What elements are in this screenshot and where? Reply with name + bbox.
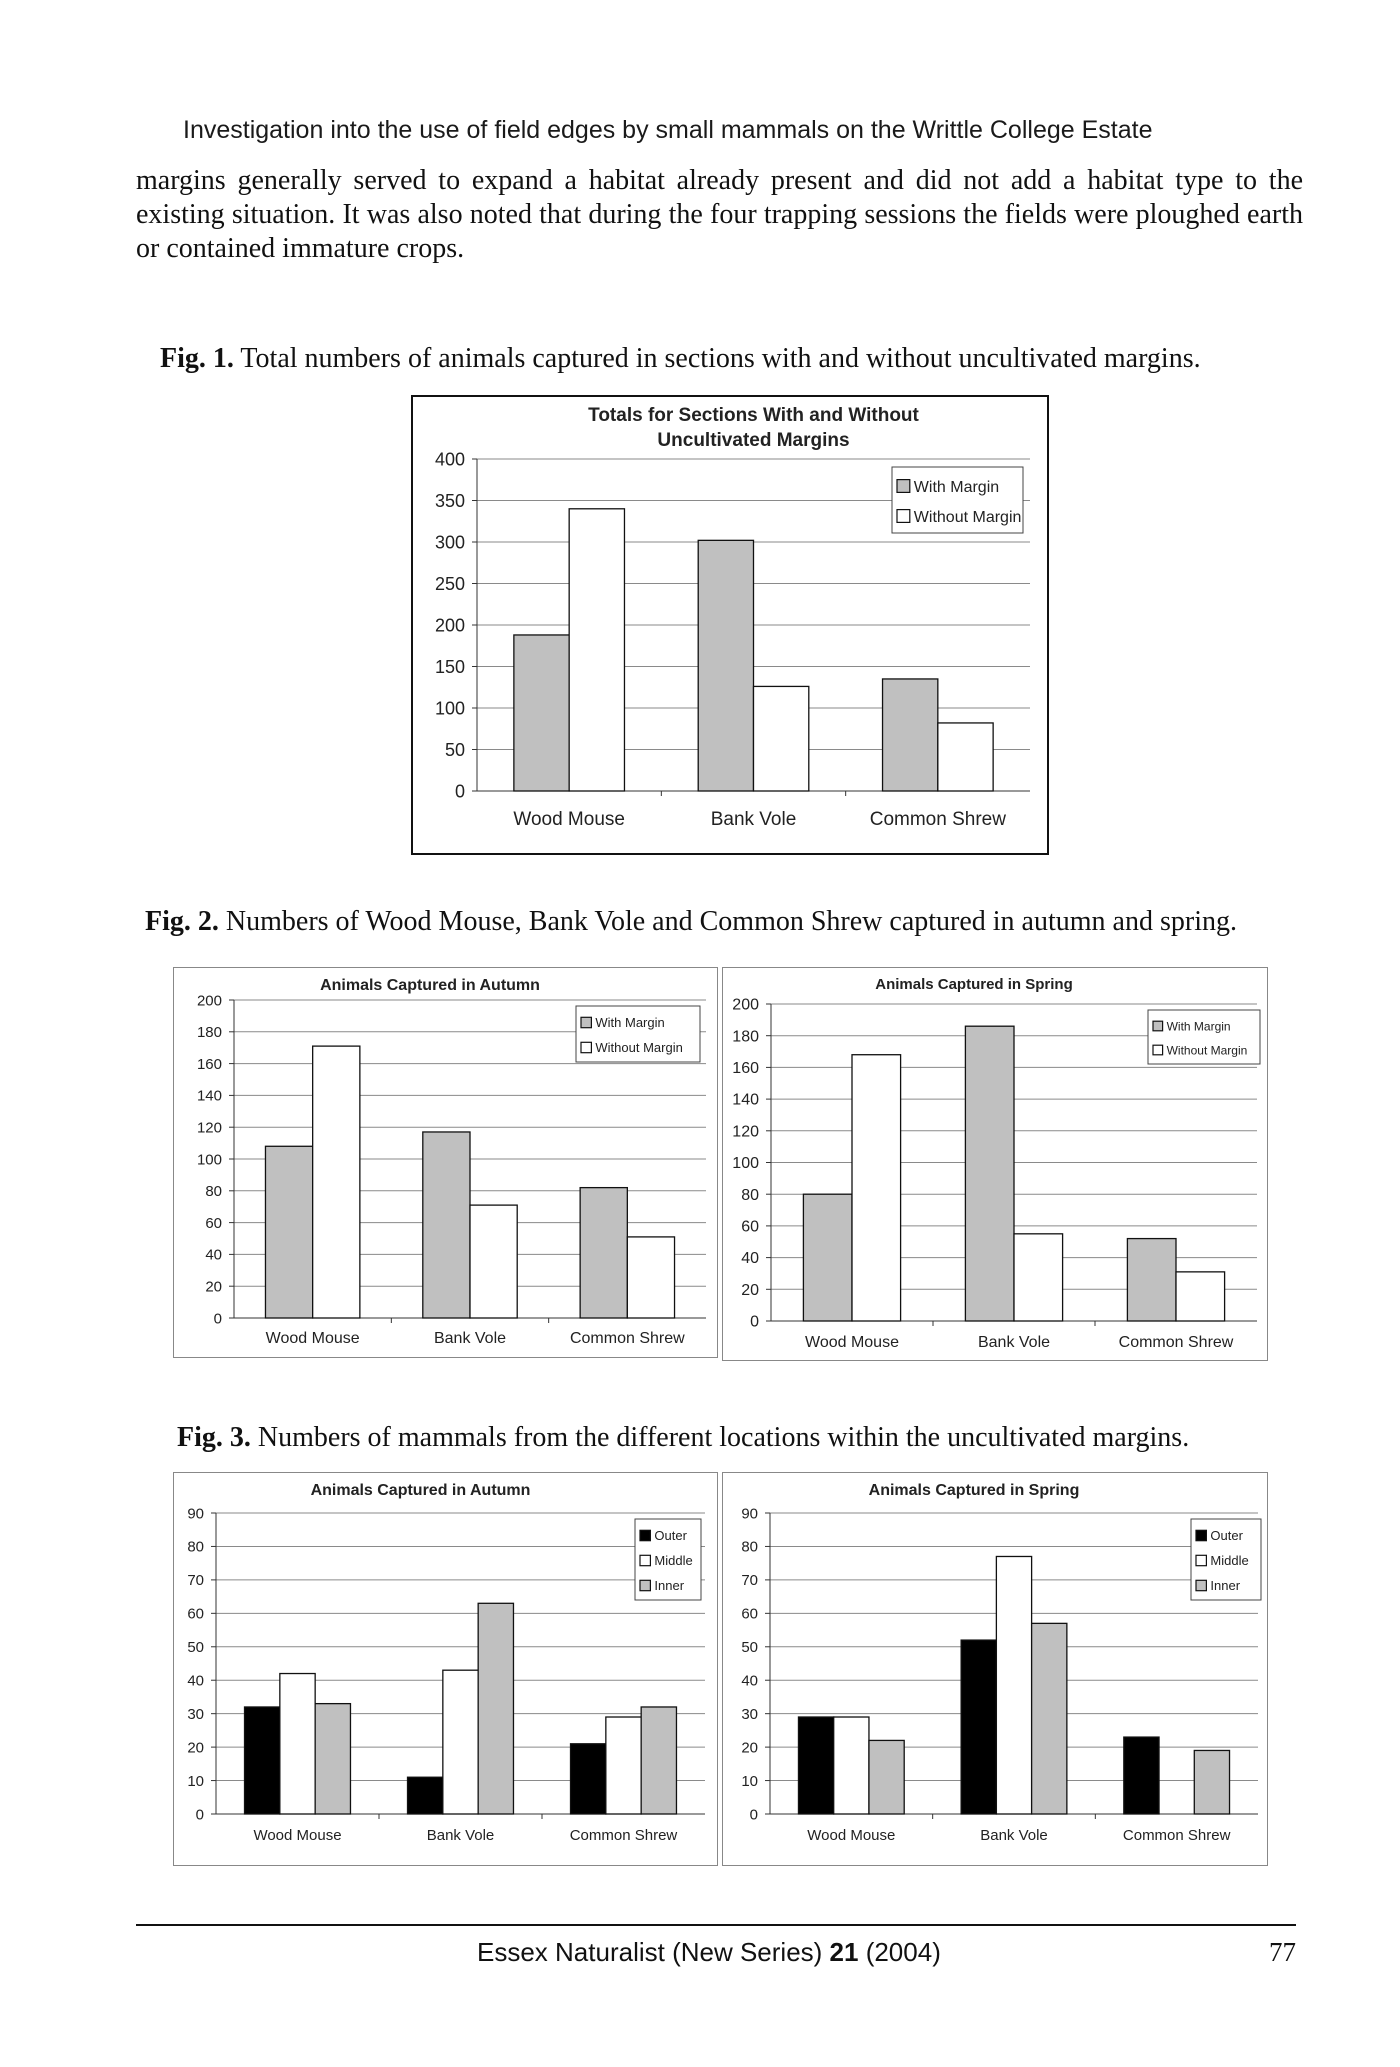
y-tick-label: 60: [741, 1218, 759, 1236]
y-tick-label: 160: [732, 1060, 759, 1077]
y-tick-label: 180: [732, 1028, 759, 1046]
figure-3-text: Numbers of mammals from the different locations within the uncultivated margins.: [257, 1422, 1190, 1453]
legend-swatch-without-margin: [897, 510, 910, 523]
legend-swatch-with-margin: [897, 480, 910, 493]
footer-journal: Essex Naturalist (New Series): [477, 1937, 830, 1967]
bar-with-margin-bank-vole: [423, 1132, 470, 1318]
y-tick-label: 120: [732, 1123, 759, 1141]
y-tick-label: 0: [195, 1806, 204, 1824]
bar-middle-bank-vole: [996, 1556, 1031, 1814]
figure-2-label: Fig. 2.: [145, 906, 219, 937]
bar-without-margin-wood-mouse: [852, 1055, 901, 1321]
y-tick-label: 250: [434, 573, 465, 594]
figure-3-spring-chart: [722, 1472, 1268, 1866]
legend-swatch-outer: [640, 1530, 650, 1540]
bar-without-margin-bank-vole: [470, 1205, 517, 1318]
y-tick-label: 400: [434, 449, 465, 470]
bar-without-margin-wood-mouse: [313, 1046, 360, 1318]
legend-label-middle: Middle: [654, 1553, 693, 1569]
x-category-label: Common Shrew: [569, 1330, 685, 1347]
bar-without-margin-wood-mouse: [569, 509, 624, 791]
y-tick-label: 40: [187, 1672, 204, 1690]
legend-swatch-without-margin: [581, 1042, 591, 1052]
y-tick-label: 30: [741, 1705, 758, 1723]
legend-swatch-inner: [640, 1580, 650, 1590]
y-tick-label: 40: [741, 1672, 758, 1690]
chart-title: Animals Captured in Spring: [875, 976, 1073, 993]
bar-with-margin-common-shrew: [580, 1188, 627, 1318]
figure-2-spring-chart: [722, 967, 1268, 1361]
chart-title: Animals Captured in Spring: [868, 1482, 1080, 1499]
x-category-label: Wood Mouse: [513, 809, 625, 830]
y-tick-label: 10: [741, 1772, 758, 1790]
x-category-label: Wood Mouse: [805, 1334, 899, 1351]
x-category-label: Common Shrew: [1122, 1827, 1231, 1844]
y-tick-label: 20: [741, 1281, 759, 1299]
footer-citation: [477, 1937, 941, 1968]
chart-title: Animals Captured in Autumn: [320, 977, 540, 994]
y-tick-label: 30: [187, 1705, 204, 1723]
bar-with-margin-wood-mouse: [514, 635, 569, 791]
legend-label-inner: Inner: [654, 1578, 685, 1594]
bar-inner-bank-vole: [1032, 1623, 1067, 1814]
y-tick-label: 50: [187, 1639, 204, 1657]
legend-label-outer: Outer: [1210, 1528, 1243, 1544]
bar-with-margin-bank-vole: [965, 1026, 1014, 1321]
bar-outer-wood-mouse: [798, 1717, 833, 1814]
bar-without-margin-common-shrew: [627, 1237, 674, 1318]
y-tick-label: 120: [196, 1119, 222, 1137]
y-tick-label: 20: [741, 1739, 758, 1757]
bar-with-margin-common-shrew: [1127, 1239, 1176, 1321]
y-tick-label: 60: [205, 1214, 222, 1232]
footer-volume: 21: [829, 1937, 859, 1967]
figure-1-chart: [411, 395, 1049, 855]
legend-label-with-margin: With Margin: [1166, 1019, 1231, 1034]
figure-1-caption: [160, 343, 1201, 375]
x-category-label: Bank Vole: [977, 1334, 1051, 1351]
legend-label-middle: Middle: [1210, 1553, 1249, 1569]
y-tick-label: 350: [434, 490, 465, 511]
legend-swatch-with-margin: [1153, 1021, 1163, 1031]
bar-with-margin-common-shrew: [883, 679, 938, 791]
figure-2-caption: [145, 906, 1237, 938]
y-tick-label: 80: [187, 1538, 204, 1556]
legend-swatch-middle: [1196, 1555, 1206, 1565]
y-tick-label: 100: [434, 698, 465, 719]
legend-label-without-margin: Without Margin: [1166, 1043, 1248, 1058]
y-tick-label: 40: [205, 1246, 222, 1264]
chart-spring-location: [723, 1473, 1267, 1865]
y-tick-label: 60: [187, 1605, 204, 1623]
bar-with-margin-wood-mouse: [803, 1194, 852, 1321]
y-tick-label: 20: [205, 1278, 222, 1296]
chart-title: Animals Captured in Autumn: [310, 1482, 531, 1499]
x-category-label: Bank Vole: [980, 1827, 1048, 1844]
x-category-label: Wood Mouse: [253, 1827, 342, 1844]
chart-title: Uncultivated Margins: [657, 430, 850, 451]
y-tick-label: 160: [196, 1055, 222, 1073]
bar-without-margin-bank-vole: [754, 686, 809, 791]
x-category-label: Wood Mouse: [265, 1330, 360, 1347]
figure-3-autumn-chart: [173, 1472, 718, 1866]
x-category-label: Bank Vole: [710, 809, 797, 830]
y-tick-label: 0: [749, 1806, 758, 1824]
legend-label-with-margin: With Margin: [913, 478, 1000, 496]
y-tick-label: 70: [187, 1572, 204, 1590]
y-tick-label: 100: [732, 1155, 759, 1173]
y-tick-label: 80: [741, 1186, 759, 1204]
legend-label-with-margin: With Margin: [595, 1015, 665, 1031]
page-number: 77: [1269, 1937, 1296, 1967]
x-category-label: Common Shrew: [869, 809, 1006, 830]
x-category-label: Common Shrew: [1118, 1334, 1234, 1351]
chart-title: Totals for Sections With and Without: [588, 405, 919, 426]
bar-inner-wood-mouse: [315, 1704, 350, 1814]
figure-2-autumn-chart: [173, 967, 718, 1358]
x-category-label: Wood Mouse: [807, 1827, 896, 1844]
bar-with-margin-bank-vole: [698, 540, 753, 791]
figure-1-label: Fig. 1.: [160, 343, 234, 374]
y-tick-label: 80: [741, 1538, 758, 1556]
chart-spring-margin: [723, 968, 1267, 1360]
bar-inner-bank-vole: [478, 1603, 513, 1814]
y-tick-label: 10: [187, 1772, 204, 1790]
chart-autumn-location: [174, 1473, 717, 1865]
y-tick-label: 200: [196, 992, 222, 1010]
x-category-label: Bank Vole: [433, 1330, 507, 1347]
y-tick-label: 40: [741, 1250, 759, 1268]
bar-inner-wood-mouse: [869, 1740, 904, 1814]
figure-3-label: Fig. 3.: [177, 1422, 251, 1453]
legend-swatch-inner: [1196, 1580, 1206, 1590]
bar-outer-wood-mouse: [245, 1707, 280, 1814]
y-tick-label: 90: [187, 1505, 204, 1523]
y-tick-label: 150: [434, 656, 465, 677]
bar-outer-bank-vole: [961, 1640, 996, 1814]
y-tick-label: 180: [196, 1024, 222, 1042]
chart-totals: [413, 397, 1047, 853]
footer-rule: [136, 1924, 1296, 1926]
y-tick-label: 90: [741, 1505, 758, 1523]
y-tick-label: 50: [444, 739, 465, 760]
figure-2-text: Numbers of Wood Mouse, Bank Vole and Common Shrew captured in autumn and spring.: [225, 906, 1237, 937]
footer-year: (2004): [858, 1937, 941, 1967]
y-tick-label: 0: [454, 781, 465, 802]
x-category-label: Bank Vole: [426, 1827, 495, 1844]
legend-label-without-margin: Without Margin: [913, 508, 1022, 526]
legend-label-inner: Inner: [1210, 1578, 1241, 1594]
y-tick-label: 70: [741, 1572, 758, 1590]
y-tick-label: 60: [741, 1605, 758, 1623]
bar-outer-common-shrew: [1124, 1737, 1159, 1814]
y-tick-label: 140: [196, 1087, 222, 1105]
bar-middle-wood-mouse: [280, 1674, 315, 1814]
y-tick-label: 80: [205, 1183, 222, 1201]
bar-outer-bank-vole: [408, 1777, 443, 1814]
bar-without-margin-common-shrew: [938, 723, 993, 791]
legend-swatch-middle: [640, 1555, 650, 1565]
bar-inner-common-shrew: [641, 1707, 676, 1814]
legend-swatch-outer: [1196, 1530, 1206, 1540]
bar-middle-wood-mouse: [834, 1717, 869, 1814]
legend-swatch-without-margin: [1153, 1045, 1163, 1055]
y-tick-label: 140: [732, 1091, 759, 1109]
y-tick-label: 100: [196, 1151, 222, 1169]
y-tick-label: 200: [434, 615, 465, 636]
y-tick-label: 20: [187, 1739, 204, 1757]
y-tick-label: 0: [750, 1313, 759, 1331]
y-tick-label: 50: [741, 1639, 758, 1657]
y-tick-label: 0: [213, 1310, 222, 1328]
legend-swatch-with-margin: [581, 1017, 591, 1027]
bar-inner-common-shrew: [1194, 1750, 1229, 1814]
legend-label-outer: Outer: [654, 1528, 687, 1544]
bar-middle-common-shrew: [606, 1717, 641, 1814]
legend-label-without-margin: Without Margin: [595, 1040, 683, 1056]
body-paragraph: margins generally served to expand a habitat already present and did not add a habitat type to the existing situation. It was also noted that during the four trapping sessions the fields were ploughed earth or contained immature crops.: [136, 165, 1303, 264]
x-category-label: Common Shrew: [569, 1827, 678, 1844]
bar-without-margin-bank-vole: [1014, 1234, 1063, 1321]
y-tick-label: 200: [732, 996, 759, 1014]
bar-without-margin-common-shrew: [1176, 1272, 1225, 1321]
figure-1-text: Total numbers of animals captured in sections with and without uncultivated margins.: [240, 343, 1201, 374]
figure-3-caption: [177, 1422, 1189, 1454]
bar-middle-bank-vole: [443, 1670, 478, 1814]
y-tick-label: 300: [434, 532, 465, 553]
chart-autumn-margin: [174, 968, 717, 1357]
bar-with-margin-wood-mouse: [265, 1146, 312, 1318]
running-head: Investigation into the use of field edges by small mammals on the Writtle College Estate: [183, 116, 1153, 144]
bar-outer-common-shrew: [571, 1744, 606, 1814]
